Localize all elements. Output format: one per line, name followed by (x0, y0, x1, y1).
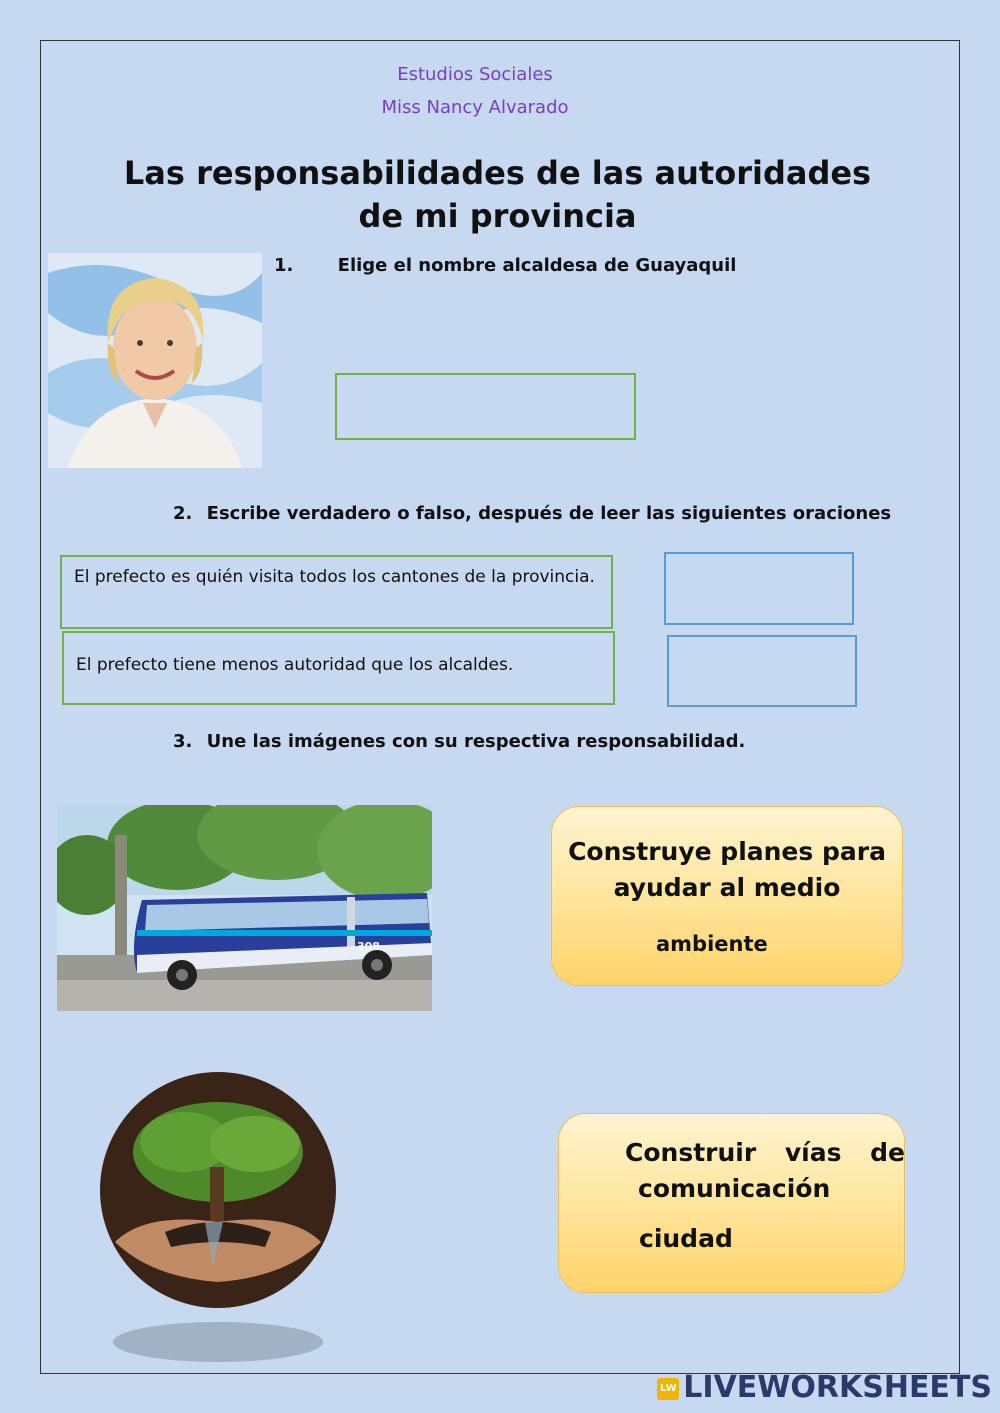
bus-number: 308 (357, 940, 380, 953)
question-1-number: 1. (274, 255, 294, 276)
card-2-word-3: de (870, 1138, 905, 1167)
liveworksheets-logo-text: LIVEWORKSHEETS (683, 1370, 992, 1405)
statement-1: El prefecto es quién visita todos los cantones de la provincia. (60, 555, 613, 629)
card-1-line-3: ambiente (656, 932, 768, 956)
worksheet-title (0, 152, 995, 238)
question-1-text: Elige el nombre alcaldesa de Guayaquil (337, 255, 737, 276)
card-2-line-2: comunicación (638, 1174, 831, 1203)
question-2-text: Escribe verdadero o falso, después de leer las siguientes oraciones (206, 503, 892, 524)
question-2 (173, 503, 891, 524)
card-2-word-2: vías (784, 1138, 842, 1167)
statement-2: El prefecto tiene menos autoridad que los alcaldes. (62, 631, 615, 705)
mayor-photo (48, 253, 262, 468)
card-1-line-1: Construye planes para (568, 837, 886, 866)
responsibility-card-1[interactable] (551, 806, 903, 986)
bus-image[interactable] (57, 805, 432, 1011)
tree-hands-image[interactable] (85, 1072, 351, 1367)
question-2-number: 2. (173, 503, 193, 524)
title-line-1: Las responsabilidades de las autoridades (123, 154, 872, 192)
question-3 (173, 731, 745, 752)
card-2-line-3: ciudad (639, 1224, 733, 1253)
liveworksheets-logo-icon: LW (657, 1378, 679, 1400)
subject-label: Estudios Sociales (397, 64, 553, 85)
responsibility-card-2[interactable] (558, 1113, 905, 1293)
liveworksheets-logo[interactable] (657, 1370, 992, 1405)
title-line-2: de mi provincia (358, 197, 637, 235)
question-3-number: 3. (173, 731, 193, 752)
card-2-line-1 (625, 1138, 905, 1167)
mayor-name-dropdown[interactable] (335, 373, 636, 440)
statement-2-answer-input[interactable] (667, 635, 857, 707)
teacher-label: Miss Nancy Alvarado (381, 97, 569, 118)
card-2-word-1: Construir (625, 1138, 757, 1167)
statement-1-answer-input[interactable] (664, 552, 854, 625)
card-1-line-2: ayudar al medio (613, 873, 841, 902)
question-3-text: Une las imágenes con su respectiva responsabilidad. (206, 731, 746, 752)
question-1 (274, 255, 736, 276)
